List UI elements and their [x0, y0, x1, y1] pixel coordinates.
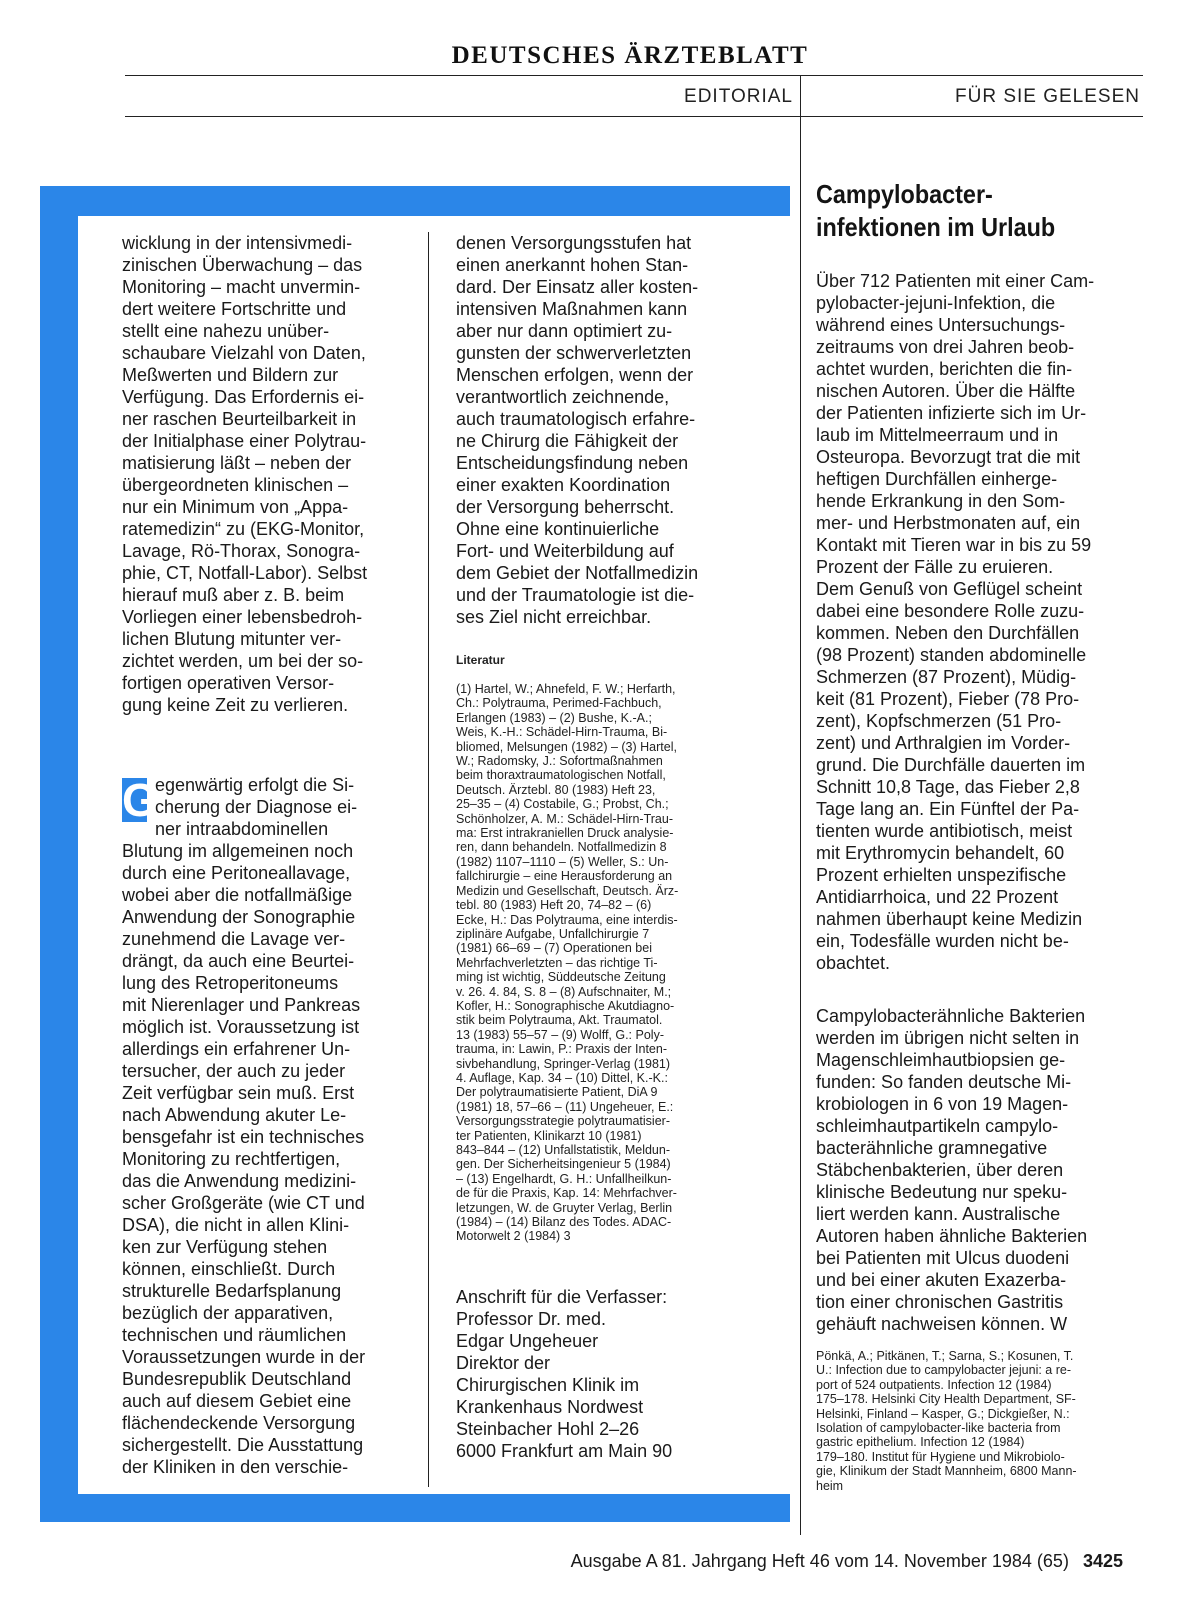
- section-label-editorial: EDITORIAL: [684, 86, 793, 107]
- editorial-col1-paragraph-2: [122, 752, 422, 1478]
- literature-heading: Literatur: [456, 653, 505, 667]
- masthead-rule: [125, 75, 1143, 76]
- editorial-column-divider: [428, 232, 429, 1487]
- editorial-frame-left-band: [40, 186, 78, 1508]
- article-references: Pönkä, A.; Pitkänen, T.; Sarna, S.; Kosunen, T. U.: Infection due to campylobacter jejuni: a re- port of 524 outpatients. Infection 12 (1984) 175–178. Helsinki City Health Department, SF- Helsinki, Finland – Kasper, G.; Dickgießer, N.: Isolation of campylobacter-like bacteria from gastric epithelium. Infection 12 (1984) 179–180. Institut für Hygiene und Mikrobiolo- gie, Klinikum der Stadt Mannheim, 6800 Mann- heim: [816, 1349, 1077, 1493]
- article-paragraph-1: Über 712 Patienten mit einer Cam- pylobacter-jejuni-Infektion, die während eines Untersuchungs- zeitraums von drei Jahren beob- achtet wurden, berichten die fin- nischen Autoren. Über die Hälfte der Patienten infizierte sich im Ur- laub im Mittelmeerraum und in Osteuropa. Bevorzugt trat die mit heftigen Durchfällen einherge- hende Erkrankung in den Som- mer- und Herbstmonaten auf, ein Kontakt mit Tieren war in bis zu 59 Prozent der Fälle zu eruieren. Dem Genuß von Geflügel scheint dabei eine besondere Rolle zuzu- kommen. Neben den Durchfällen (98 Prozent) standen abdominelle Schmerzen (87 Prozent), Müdig- keit (81 Prozent), Fieber (78 Pro- zent), Kopfschmerzen (51 Pro- zent) und Arthralgien im Vorder- grund. Die Durchfälle dauerten im Schnitt 10,8 Tage, das Fieber 2,8 Tage lang an. Ein Fünftel der Pa- tienten wurde antibiotisch, meist mit Erythromycin behandelt, 60 Prozent erhielten unspezifische Antidiarrhoica, und 22 Prozent nahmen überhaupt keine Medizin ein, Todesfälle wurden nicht be- obachtet.: [816, 271, 1095, 973]
- literature-list: (1) Hartel, W.; Ahnefeld, F. W.; Herfarth, Ch.: Polytrauma, Perimed-Fachbuch, Erlangen (1983) – (2) Bushe, K.-A.; Weis, K.-H.: Schädel-Hirn-Trauma, Bi- bliomed, Melsungen (1982) – (3) Hartel, W.; Radomsky, J.: Sofortmaßnahmen beim thoraxtraumatologischen Notfall, Deutsch. Ärztebl. 80 (1983) Heft 23, 25–35 – (4) Costabile, G.; Probst, Ch.; Schönholzer, A. M.: Schädel-Hirn-Trau- ma: Erst intrakraniellen Druck analysie- ren, dann behandeln. Notfallmedizin 8 (1982) 1107–1110 – (5) Weller, S.: Un- fallchirurgie – eine Herausforderung an Medizin und Gesellschaft, Deutsch. Ärz- tebl. 80 (1983) Heft 20, 74–82 – (6) Ecke, H.: Das Polytrauma, eine interdis- ziplinäre Aufgabe, Unfallchirurgie 7 (1981) 66–69 – (7) Operationen bei Mehrfachverletzten – das richtige Ti- ming ist wichtig, Süddeutsche Zeitung v. 26. 4. 84, S. 8 – (8) Aufschnaiter, M.; Kofler, H.: Sonographische Akutdiagno- stik beim Polytrauma, Akt. Traumatol. 13 (1983) 55–57 – (9) Wolff, G.: Poly- trauma, in: Lawin, P.: Praxis der Inten- sivbehandlung, Springer-Verlag (1981) 4. Auflage, Kap. 34 – (10) Dittel, K.-K.: Der polytraumatisierte Patient, DiA 9 (1981) 18, 57–66 – (11) Ungeheuer, E.: Versorgungsstrategie polytraumatisier- ter Patienten, Klinikarzt 10 (1981) 843–844 – (12) Unfallstatistik, Meldun- gen. Der Sicherheitsingenieur 5 (1984) – (13) Engelhardt, G. H.: Unfallheilkun- de für die Praxis, Kap. 14: Mehrfachver- letzungen, W. de Gruyter Verlag, Berlin (1984) – (14) Bilanz des Todes. ADAC- Motorwelt 2 (1984) 3: [456, 682, 679, 1244]
- editorial-col2-paragraph: denen Versorgungsstufen hat einen anerkannt hohen Stan- dard. Der Einsatz aller kosten- intensiven Maßnahmen kann aber nur dann optimiert zu- gunsten der schwerverletzten Menschen erfolgen, wenn der verantwortlich zeichnende, auch traumatologisch erfahre- ne Chirurg die Fähigkeit der Entscheidungsfindung neben einer exakten Koordination der Versorgung beherrscht. Ohne eine kontinuierliche Fort- und Weiterbildung auf dem Gebiet der Notfallmedizin und der Traumatologie ist die- ses Ziel nicht erreichbar.: [456, 233, 699, 627]
- page-footer: [571, 1551, 1123, 1572]
- editorial-frame-bottom-band: [40, 1494, 790, 1522]
- editorial-col1-paragraph-1: wicklung in der intensivmedi- zinischen Überwachung – das Monitoring – macht unvermin- dert weitere Fortschritte und stellt eine nahezu unüber- schaubare Vielzahl von Daten, Meßwerten und Bildern zur Verfügung. Das Erfordernis ei- ner raschen Beurteilbarkeit in der Initialphase einer Polytrau- matisierung läßt – neben der übergeordneten klinischen – nur ein Minimum von „Appa- ratemedizin“ zu (EKG-Monitor, Lavage, Rö-Thorax, Sonogra- phie, CT, Notfall-Labor). Selbst hierauf muß aber z. B. beim Vorliegen einer lebensbedroh- lichen Blutung mitunter ver- zichtet werden, um bei der so- fortigen operativen Versor- gung keine Zeit zu verlieren.: [122, 233, 368, 715]
- masthead: DEUTSCHES ÄRZTEBLATT: [451, 42, 809, 69]
- author-address: Anschrift für die Verfasser: Professor Dr. med. Edgar Ungeheuer Direktor der Chirurgischen Klinik im Krankenhaus Nordwest Steinbacher Hohl 2–26 6000 Frankfurt am Main 90: [456, 1287, 673, 1461]
- dropcap-letter: G: [122, 774, 158, 826]
- column-separator-rule: [800, 75, 801, 1535]
- article-title: Campylobacter- infektionen im Urlaub: [816, 179, 1056, 242]
- editorial-col1-paragraph-2-text: egenwärtig erfolgt die Si- cherung der Diagnose ei- ner intraabdominellen Blutung im allgemeinen noch durch eine Peritoneallavage, wobei aber die notfallmäßige Anwendung der Sonographie zunehmend die Lavage ver- drängt, da auch eine Beurtei- lung des Retroperitoneums mit Nierenlager und Pankreas möglich ist. Voraussetzung ist allerdings ein erfahrener Un- tersucher, der auch zu jeder Zeit verfügbar sein muß. Erst nach Abwendung akuter Le- bensgefahr ist ein technisches Monitoring zu rechtfertigen, das die Anwendung medizini- scher Großgeräte (wie CT und DSA), die nicht in allen Klini- ken zur Verfügung stehen können, einschließt. Durch strukturelle Bedarfsplanung bezüglich der apparativen, technischen und räumlichen Voraussetzungen wurde in der Bundesrepublik Deutschland auch auf diesem Gebiet eine flächendeckende Versorgung sichergestellt. Die Ausstattung der Kliniken in den verschie-: [122, 775, 366, 1477]
- footer-issue: Ausgabe A 81. Jahrgang Heft 46 vom 14. November 1984 (65): [570, 1551, 1069, 1571]
- section-rule: [125, 116, 1143, 117]
- article-paragraph-2: Campylobacterähnliche Bakterien werden im übrigen nicht selten in Magenschleimhautbiopsien ge- funden: So fanden deutsche Mi- krobiologen in 6 von 19 Magen- schleimhautpartikeln campylo- bacterähnliche gramnegative Stäbchenbakterien, über deren klinische Bedeutung nur speku- liert werden kann. Australische Autoren haben ähnliche Bakterien bei Patienten mit Ulcus duodeni und bei einer akuten Exazerba- tion einer chronischen Gastritis gehäuft nachweisen können. W: [816, 1006, 1088, 1334]
- section-label-fuer-sie-gelesen: FÜR SIE GELESEN: [955, 86, 1140, 107]
- page-number: 3425: [1082, 1551, 1123, 1571]
- editorial-frame-top-band: [40, 186, 790, 216]
